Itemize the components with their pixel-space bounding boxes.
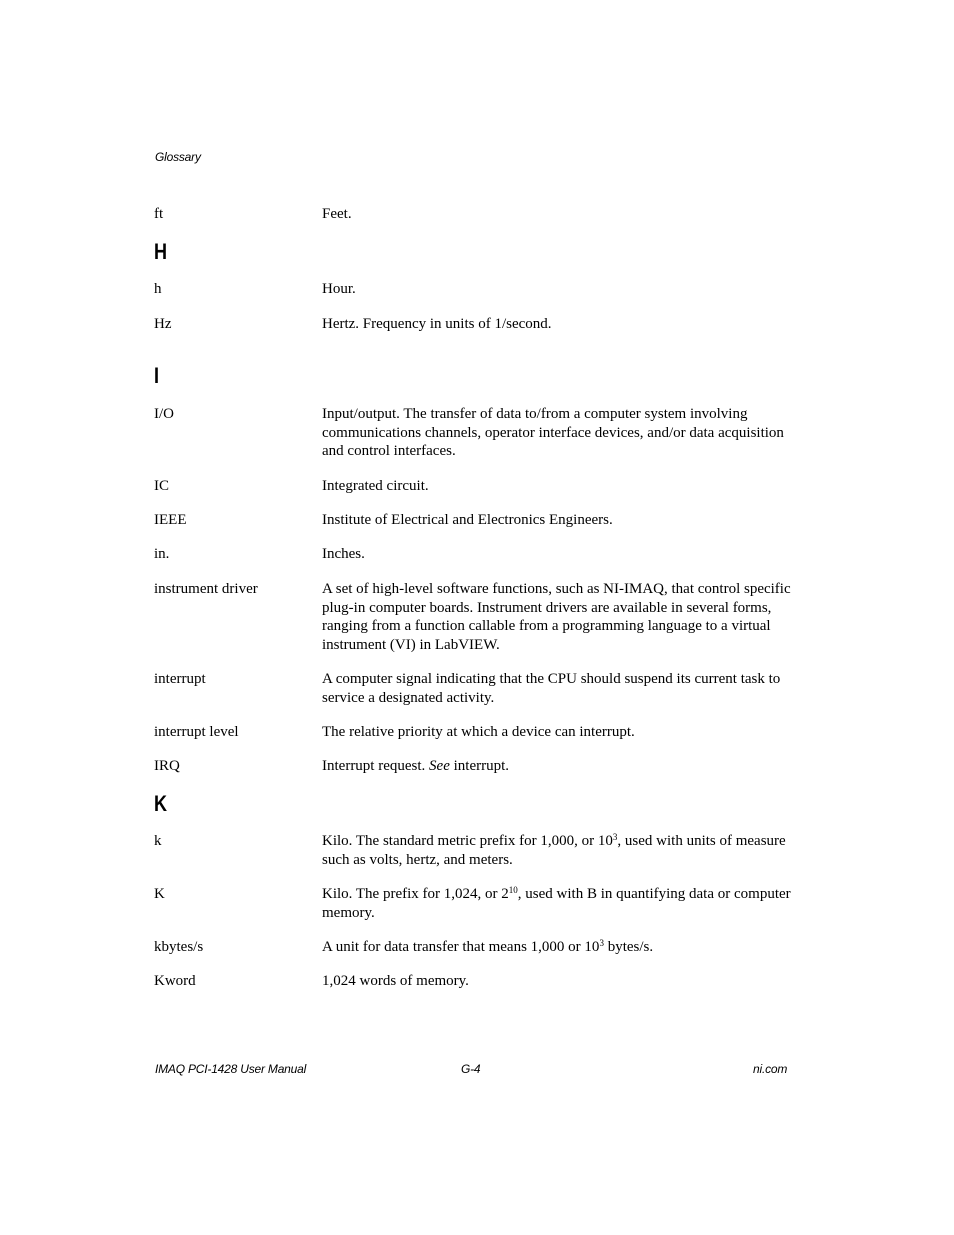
definition-text: Kilo. The prefix for 1,024, or 2 bbox=[322, 886, 509, 902]
glossary-term: IRQ bbox=[154, 758, 180, 774]
definition-text: bytes/s. bbox=[603, 939, 654, 955]
glossary-definition: Inches. bbox=[322, 546, 365, 562]
glossary-term: Hz bbox=[154, 316, 172, 332]
definition-text: , used with units of measure such as volts, hertz, and meters. bbox=[322, 833, 786, 868]
footer-manual-title: IMAQ PCI-1428 User Manual bbox=[155, 1062, 307, 1076]
section-letter-label: K bbox=[154, 791, 168, 816]
glossary-definition: Feet. bbox=[322, 206, 352, 222]
footer-page-number: G-4 bbox=[461, 1062, 481, 1076]
exponent: 3 bbox=[599, 938, 604, 948]
glossary-definition: A computer signal indicating that the CPU should suspend its current task to service a designated activity. bbox=[322, 671, 781, 706]
glossary-definition bbox=[322, 832, 792, 869]
see-reference-label: See bbox=[429, 758, 450, 774]
cross-reference-link: interrupt. bbox=[449, 758, 510, 774]
glossary-term: in. bbox=[154, 546, 170, 562]
definition-text: A unit for data transfer that means 1,000 or 10 bbox=[322, 939, 600, 955]
glossary-definition: A set of high-level software functions, such as NI-IMAQ, that control specific plug-in computer boards. Instrument drivers are available in several forms, ranging from a function callable from a programming language to a virtual instrument (VI) in LabVIEW. bbox=[322, 581, 791, 654]
exponent: 10 bbox=[508, 885, 518, 895]
glossary-definition: The relative priority at which a device can interrupt. bbox=[322, 724, 635, 740]
glossary-term: Kword bbox=[154, 973, 196, 989]
glossary-term: IEEE bbox=[154, 512, 187, 528]
footer-website: ni.com bbox=[753, 1062, 788, 1076]
running-head: Glossary bbox=[155, 150, 201, 164]
glossary-term: IC bbox=[154, 478, 169, 494]
glossary-term: interrupt bbox=[154, 671, 206, 687]
section-letter-label: H bbox=[154, 239, 168, 264]
glossary-definition: Hour. bbox=[322, 281, 356, 297]
glossary-term: instrument driver bbox=[154, 581, 258, 597]
glossary-term: I/O bbox=[154, 406, 174, 422]
glossary-definition bbox=[322, 938, 792, 957]
glossary-definition bbox=[322, 757, 792, 776]
exponent: 3 bbox=[612, 832, 618, 842]
glossary-definition: 1,024 words of memory. bbox=[322, 973, 469, 989]
glossary-term: h bbox=[154, 281, 162, 297]
glossary-term: interrupt level bbox=[154, 724, 239, 740]
glossary-term: k bbox=[154, 833, 162, 849]
definition-text: , used with B in quantifying data or computer memory. bbox=[322, 886, 791, 921]
glossary-definition: Hertz. Frequency in units of 1/second. bbox=[322, 316, 552, 332]
glossary-term: ft bbox=[154, 206, 164, 222]
section-letter-label: I bbox=[154, 363, 160, 388]
glossary-definition: Input/output. The transfer of data to/from a computer system involving communications channels, operator interface devices, and/or data acquisition and control interfaces. bbox=[322, 406, 784, 460]
glossary-definition: Integrated circuit. bbox=[322, 478, 429, 494]
glossary-definition: Institute of Electrical and Electronics Engineers. bbox=[322, 512, 613, 528]
definition-text: Kilo. The standard metric prefix for 1,000, or 10 bbox=[322, 833, 613, 849]
glossary-term: K bbox=[154, 886, 165, 902]
glossary-definition bbox=[322, 885, 792, 922]
glossary-term: kbytes/s bbox=[154, 939, 204, 955]
definition-text: Interrupt request. bbox=[322, 758, 430, 774]
